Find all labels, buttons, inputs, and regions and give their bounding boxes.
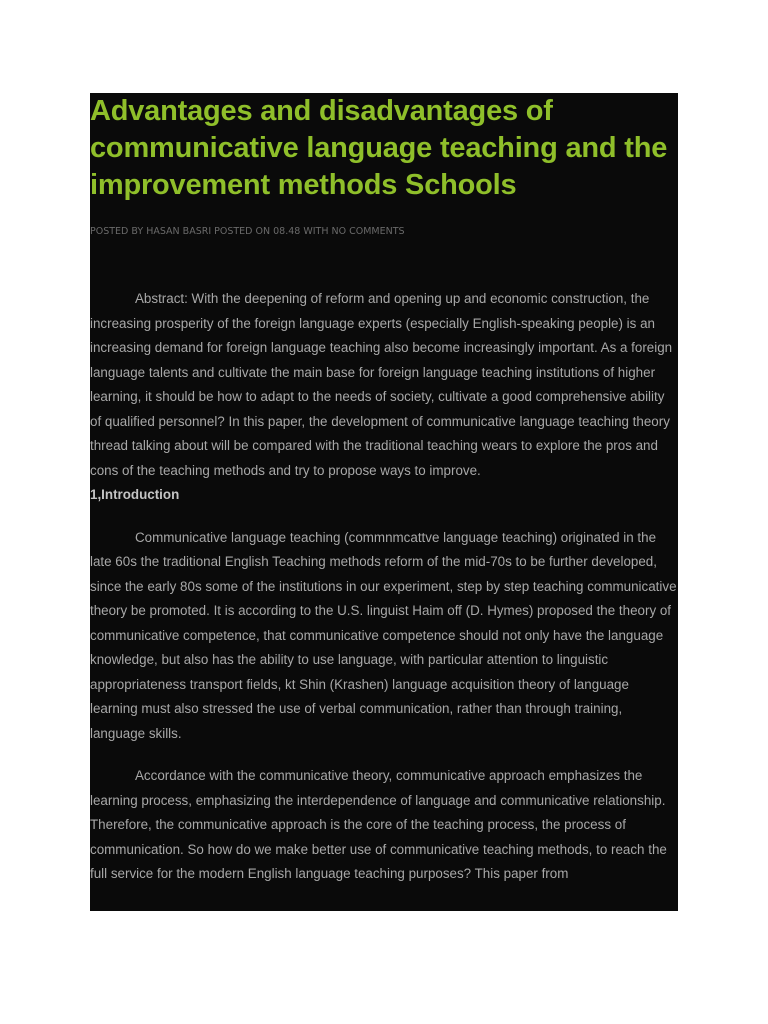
introduction-paragraph: Communicative language teaching (commnmcattve language teaching) originated in the late 60s the traditional English Teaching methods reform of the mid-70s to be further developed, since the early 80s some of the institutions in our experiment, step by step teaching communicative theory be promoted. It is according to the U.S. linguist Haim off (D. Hymes) proposed the theory of communicative competence, that communicative competence should not only have the language knowledge, but also has the ability to use language, with particular attention to linguistic appropriateness transport fields, kt Shin (Krashen) language acquisition theory of language learning must also stressed the use of verbal communication, rather than through training, language skills. (90, 529, 677, 741)
communicative-theory-paragraph: Accordance with the communicative theory, communicative approach emphasizes the learning process, emphasizing the interdependence of language and communicative relationship. Therefore, the communicative approach is the core of the teaching process, the process of communication. So how do we make better use of communicative teaching methods, to reach the full service for the modern English language teaching purposes? This paper from (90, 768, 667, 881)
paragraph-spacer (90, 508, 678, 526)
paragraph-spacer (90, 746, 678, 764)
post-meta: POSTED BY HASAN BASRI POSTED ON 08.48 WITH NO COMMENTS (90, 226, 405, 237)
article-body (90, 287, 678, 887)
article-title: Advantages and disadvantages of communicative language teaching and the improvement methods Schools (90, 95, 668, 201)
article-panel (90, 93, 678, 911)
abstract-paragraph: Abstract: With the deepening of reform and opening up and economic construction, the increasing prosperity of the foreign language experts (especially English-speaking people) is an increasing demand for foreign language teaching also become increasingly important. As a foreign language talents and cultivate the main base for foreign language teaching institutions of higher learning, it should be how to adapt to the needs of society, cultivate a good comprehensive ability of qualified personnel? In this paper, the development of communicative language teaching theory thread talking about will be compared with the traditional teaching wears to explore the pros and cons of the teaching methods and try to propose ways to improve. (90, 291, 673, 478)
section-heading: 1,Introduction (90, 487, 180, 502)
